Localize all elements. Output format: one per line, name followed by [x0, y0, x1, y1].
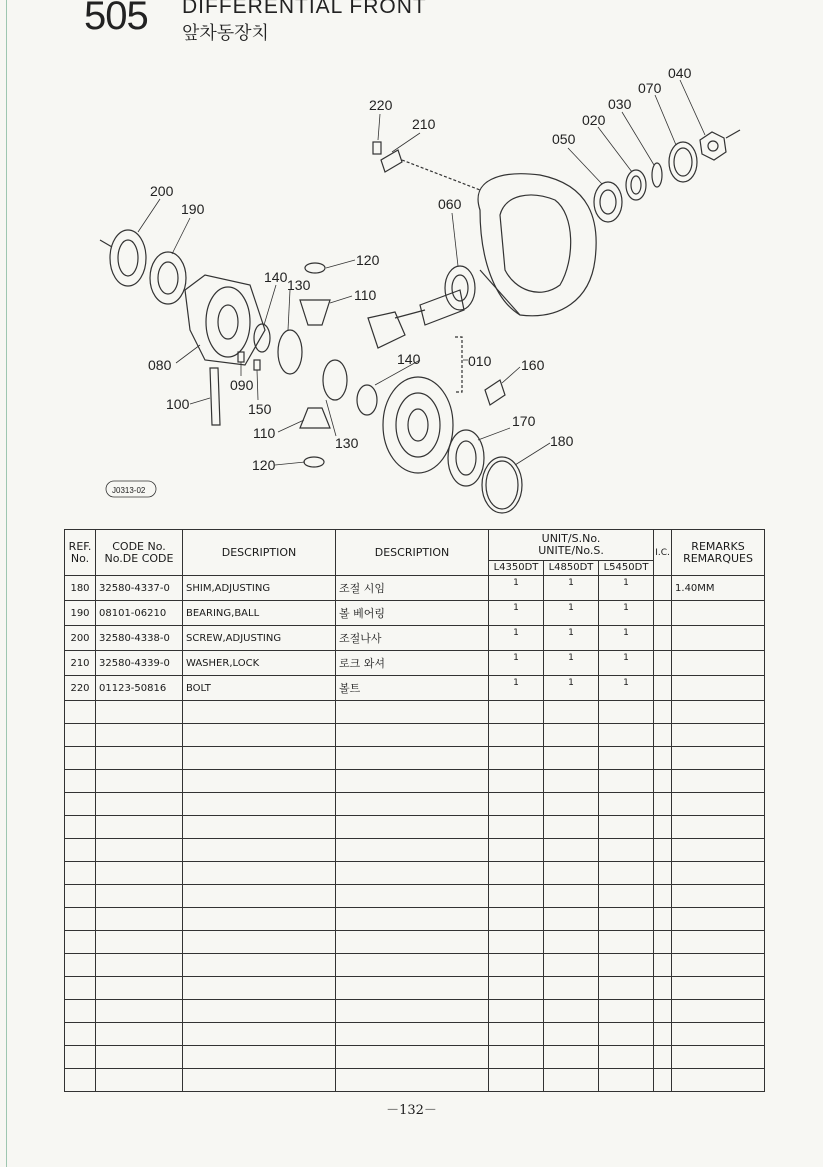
callout-160: 160 [521, 357, 545, 373]
empty-cell [336, 839, 489, 862]
empty-table-row [65, 1069, 765, 1092]
empty-cell [183, 839, 336, 862]
empty-cell [599, 885, 654, 908]
empty-cell [183, 1023, 336, 1046]
empty-cell [654, 839, 672, 862]
empty-cell [183, 770, 336, 793]
empty-cell [672, 977, 765, 1000]
callout-200: 200 [150, 183, 174, 199]
empty-cell [489, 793, 544, 816]
empty-cell [489, 885, 544, 908]
empty-cell [65, 908, 96, 931]
empty-cell [654, 862, 672, 885]
empty-cell [183, 931, 336, 954]
empty-cell [599, 977, 654, 1000]
code-cell: 01123-50816 [96, 676, 183, 701]
ic-cell [654, 676, 672, 701]
empty-cell [599, 724, 654, 747]
qty-l5450dt-cell: 1 [599, 601, 654, 626]
empty-cell [183, 954, 336, 977]
empty-cell [489, 701, 544, 724]
empty-cell [96, 862, 183, 885]
header-code: CODE No. No.DE CODE [96, 530, 183, 576]
callout-120-top: 120 [356, 252, 380, 268]
callout-050: 050 [552, 131, 576, 147]
empty-cell [65, 862, 96, 885]
callout-130-top: 130 [287, 277, 311, 293]
empty-cell [65, 885, 96, 908]
qty-l5450dt-cell: 1 [599, 676, 654, 701]
callout-120-bottom: 120 [252, 457, 276, 473]
table-row [65, 576, 765, 601]
empty-cell [65, 931, 96, 954]
empty-cell [183, 1000, 336, 1023]
empty-table-row [65, 1000, 765, 1023]
description-en-cell: SCREW,ADJUSTING [183, 626, 336, 651]
empty-cell [672, 908, 765, 931]
empty-cell [544, 839, 599, 862]
empty-cell [183, 701, 336, 724]
empty-cell [654, 816, 672, 839]
empty-cell [65, 954, 96, 977]
qty-l4850dt-cell: 1 [544, 576, 599, 601]
header-unit: UNIT/S.No. UNITE/No.S. [489, 530, 654, 561]
empty-cell [183, 908, 336, 931]
empty-cell [183, 1069, 336, 1092]
header-description-ko: DESCRIPTION [336, 530, 489, 576]
header-ref: REF. No. [65, 530, 96, 576]
ref-cell: 200 [65, 626, 96, 651]
empty-cell [544, 1000, 599, 1023]
empty-cell [654, 747, 672, 770]
empty-cell [672, 931, 765, 954]
empty-cell [672, 701, 765, 724]
empty-table-row [65, 701, 765, 724]
empty-cell [65, 839, 96, 862]
empty-cell [654, 954, 672, 977]
callout-100: 100 [166, 396, 190, 412]
header-model-l4350dt: L4350DT [489, 561, 544, 576]
header-ic: I.C. [654, 530, 672, 576]
callout-040: 040 [668, 65, 692, 81]
ic-cell [654, 651, 672, 676]
empty-cell [672, 816, 765, 839]
empty-cell [336, 908, 489, 931]
empty-cell [336, 724, 489, 747]
empty-cell [599, 1000, 654, 1023]
empty-cell [65, 1069, 96, 1092]
empty-cell [489, 1046, 544, 1069]
empty-cell [654, 931, 672, 954]
empty-cell [654, 1000, 672, 1023]
empty-cell [96, 908, 183, 931]
empty-cell [96, 839, 183, 862]
empty-cell [183, 862, 336, 885]
callout-150: 150 [248, 401, 272, 417]
empty-cell [336, 1000, 489, 1023]
qty-l4350dt-cell: 1 [489, 576, 544, 601]
empty-table-row [65, 862, 765, 885]
empty-cell [183, 1046, 336, 1069]
empty-cell [544, 701, 599, 724]
parts-table [64, 529, 765, 1092]
header-model-l4850dt: L4850DT [544, 561, 599, 576]
empty-table-row [65, 977, 765, 1000]
description-ko-cell: 볼트 [336, 676, 489, 701]
empty-cell [544, 770, 599, 793]
empty-cell [489, 816, 544, 839]
empty-cell [183, 724, 336, 747]
callout-090: 090 [230, 377, 254, 393]
qty-l4850dt-cell: 1 [544, 601, 599, 626]
empty-cell [672, 839, 765, 862]
empty-cell [599, 1023, 654, 1046]
remarks-cell: 1.40MM [672, 576, 765, 601]
callout-140-right: 140 [397, 351, 421, 367]
qty-l4350dt-cell: 1 [489, 601, 544, 626]
empty-table-row [65, 931, 765, 954]
empty-cell [65, 977, 96, 1000]
empty-cell [96, 793, 183, 816]
callout-130-bottom: 130 [335, 435, 359, 451]
qty-l4350dt-cell: 1 [489, 626, 544, 651]
table-row [65, 651, 765, 676]
section-number: 505 [84, 0, 148, 38]
remarks-cell [672, 651, 765, 676]
empty-cell [336, 793, 489, 816]
code-cell: 08101-06210 [96, 601, 183, 626]
empty-table-row [65, 816, 765, 839]
empty-cell [96, 816, 183, 839]
description-ko-cell: 조절나사 [336, 626, 489, 651]
empty-cell [336, 701, 489, 724]
empty-cell [544, 793, 599, 816]
ref-cell: 190 [65, 601, 96, 626]
empty-cell [489, 954, 544, 977]
empty-cell [654, 793, 672, 816]
empty-cell [672, 1069, 765, 1092]
empty-cell [672, 954, 765, 977]
description-ko-cell: 로크 와셔 [336, 651, 489, 676]
empty-cell [65, 770, 96, 793]
empty-cell [599, 954, 654, 977]
empty-cell [599, 701, 654, 724]
description-en-cell: BOLT [183, 676, 336, 701]
empty-cell [672, 793, 765, 816]
qty-l4850dt-cell: 1 [544, 651, 599, 676]
description-en-cell: WASHER,LOCK [183, 651, 336, 676]
empty-cell [654, 701, 672, 724]
empty-cell [65, 816, 96, 839]
empty-cell [96, 770, 183, 793]
empty-cell [599, 770, 654, 793]
empty-cell [672, 1023, 765, 1046]
empty-cell [183, 793, 336, 816]
empty-cell [96, 931, 183, 954]
empty-cell [65, 747, 96, 770]
empty-cell [544, 931, 599, 954]
empty-cell [489, 977, 544, 1000]
callout-010: 010 [468, 353, 492, 369]
page-title: DIFFERENTIAL FRONT [182, 0, 427, 18]
empty-table-row [65, 839, 765, 862]
page-title-korean: 앞차동장치 [182, 23, 269, 44]
empty-table-row [65, 770, 765, 793]
empty-cell [544, 954, 599, 977]
callout-020: 020 [582, 112, 606, 128]
empty-cell [336, 885, 489, 908]
empty-cell [599, 908, 654, 931]
empty-cell [336, 1023, 489, 1046]
header-model-l5450dt: L5450DT [599, 561, 654, 576]
empty-cell [65, 1000, 96, 1023]
code-cell: 32580-4339-0 [96, 651, 183, 676]
empty-cell [654, 724, 672, 747]
empty-cell [544, 1069, 599, 1092]
empty-cell [672, 747, 765, 770]
empty-cell [65, 1046, 96, 1069]
empty-cell [672, 724, 765, 747]
empty-cell [336, 747, 489, 770]
empty-cell [654, 908, 672, 931]
empty-cell [336, 862, 489, 885]
empty-cell [96, 1000, 183, 1023]
table-row [65, 601, 765, 626]
empty-table-row [65, 885, 765, 908]
empty-cell [489, 1000, 544, 1023]
callout-030: 030 [608, 96, 632, 112]
callout-140-left: 140 [264, 269, 288, 285]
empty-cell [599, 747, 654, 770]
empty-cell [654, 885, 672, 908]
empty-cell [544, 816, 599, 839]
callout-170: 170 [512, 413, 536, 429]
qty-l4850dt-cell: 1 [544, 676, 599, 701]
empty-cell [599, 931, 654, 954]
empty-cell [96, 724, 183, 747]
empty-cell [489, 908, 544, 931]
empty-cell [544, 1023, 599, 1046]
empty-cell [336, 931, 489, 954]
empty-cell [65, 793, 96, 816]
empty-cell [183, 747, 336, 770]
qty-l5450dt-cell: 1 [599, 651, 654, 676]
empty-cell [489, 1069, 544, 1092]
empty-cell [544, 747, 599, 770]
empty-table-row [65, 724, 765, 747]
empty-cell [336, 770, 489, 793]
header-description-en: DESCRIPTION [183, 530, 336, 576]
ic-cell [654, 601, 672, 626]
qty-l4850dt-cell: 1 [544, 626, 599, 651]
empty-table-row [65, 747, 765, 770]
callout-180: 180 [550, 433, 574, 449]
empty-cell [489, 770, 544, 793]
empty-cell [336, 1046, 489, 1069]
empty-cell [96, 977, 183, 1000]
exploded-parts-diagram [0, 0, 823, 525]
empty-cell [599, 862, 654, 885]
empty-cell [544, 977, 599, 1000]
ref-cell: 180 [65, 576, 96, 601]
empty-cell [599, 1046, 654, 1069]
empty-cell [599, 1069, 654, 1092]
empty-cell [489, 839, 544, 862]
empty-cell [654, 1023, 672, 1046]
ref-cell: 220 [65, 676, 96, 701]
empty-cell [96, 1046, 183, 1069]
remarks-cell [672, 601, 765, 626]
empty-cell [96, 1023, 183, 1046]
empty-cell [96, 747, 183, 770]
empty-cell [65, 701, 96, 724]
empty-cell [96, 1069, 183, 1092]
empty-table-row [65, 908, 765, 931]
remarks-cell [672, 626, 765, 651]
empty-cell [489, 724, 544, 747]
description-ko-cell: 조절 시임 [336, 576, 489, 601]
empty-cell [654, 1046, 672, 1069]
ic-cell [654, 576, 672, 601]
callout-210: 210 [412, 116, 436, 132]
empty-cell [336, 1069, 489, 1092]
page-number: －132－ [386, 1103, 437, 1118]
empty-cell [183, 816, 336, 839]
empty-cell [544, 1046, 599, 1069]
ic-cell [654, 626, 672, 651]
empty-cell [672, 770, 765, 793]
description-en-cell: SHIM,ADJUSTING [183, 576, 336, 601]
description-en-cell: BEARING,BALL [183, 601, 336, 626]
ref-cell: 210 [65, 651, 96, 676]
empty-table-row [65, 954, 765, 977]
empty-cell [96, 885, 183, 908]
empty-cell [183, 977, 336, 1000]
empty-cell [599, 839, 654, 862]
callout-190: 190 [181, 201, 205, 217]
empty-cell [672, 862, 765, 885]
empty-cell [489, 747, 544, 770]
empty-cell [599, 816, 654, 839]
empty-cell [65, 724, 96, 747]
table-row [65, 626, 765, 651]
empty-cell [654, 977, 672, 1000]
qty-l5450dt-cell: 1 [599, 626, 654, 651]
empty-cell [672, 1000, 765, 1023]
description-ko-cell: 볼 베어링 [336, 601, 489, 626]
empty-cell [336, 816, 489, 839]
empty-cell [654, 770, 672, 793]
empty-table-row [65, 793, 765, 816]
empty-cell [336, 977, 489, 1000]
empty-cell [96, 954, 183, 977]
remarks-cell [672, 676, 765, 701]
header-remarks: REMARKS REMARQUES [672, 530, 765, 576]
empty-cell [544, 862, 599, 885]
empty-cell [489, 1023, 544, 1046]
qty-l5450dt-cell: 1 [599, 576, 654, 601]
empty-table-row [65, 1023, 765, 1046]
callout-110-bottom: 110 [253, 425, 276, 441]
code-cell: 32580-4338-0 [96, 626, 183, 651]
empty-cell [544, 885, 599, 908]
empty-cell [336, 954, 489, 977]
empty-cell [183, 885, 336, 908]
callout-110-top: 110 [354, 287, 377, 303]
empty-cell [654, 1069, 672, 1092]
callout-220: 220 [369, 97, 393, 113]
callout-070: 070 [638, 80, 662, 96]
callout-080: 080 [148, 357, 172, 373]
qty-l4350dt-cell: 1 [489, 676, 544, 701]
empty-cell [544, 908, 599, 931]
empty-cell [544, 724, 599, 747]
code-cell: 32580-4337-0 [96, 576, 183, 601]
empty-cell [96, 701, 183, 724]
empty-table-row [65, 1046, 765, 1069]
qty-l4350dt-cell: 1 [489, 651, 544, 676]
drawing-code: J0313-02 [112, 486, 146, 495]
callout-060: 060 [438, 196, 462, 212]
table-row [65, 676, 765, 701]
empty-cell [672, 885, 765, 908]
empty-cell [489, 931, 544, 954]
empty-cell [489, 862, 544, 885]
empty-cell [65, 1023, 96, 1046]
empty-cell [599, 793, 654, 816]
empty-cell [672, 1046, 765, 1069]
